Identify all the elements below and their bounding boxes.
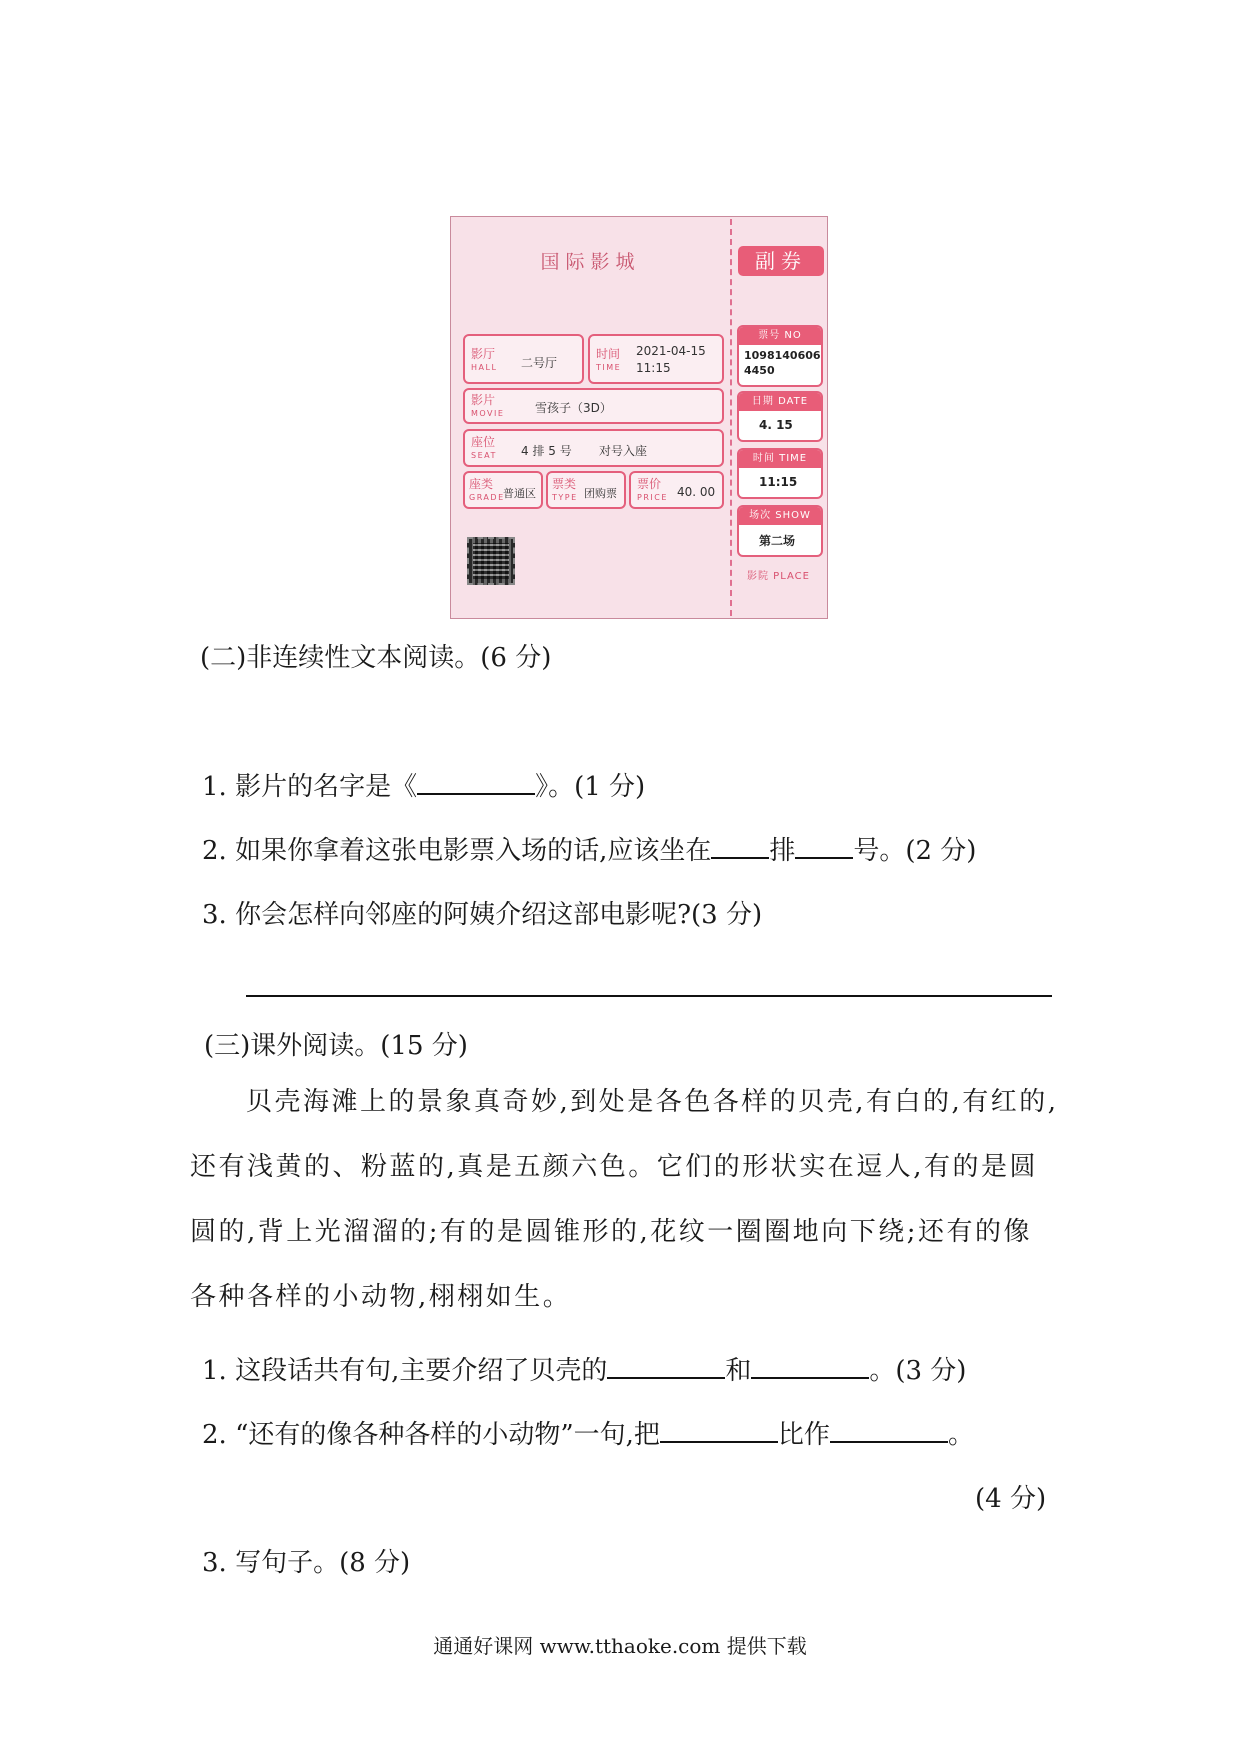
seat-box [463,429,724,467]
price-value: 40. 00 [677,485,716,499]
stub-time [737,448,823,499]
answer-blank[interactable] [751,1355,869,1379]
hall-label: 影厅 HALL [471,347,498,372]
seat-note: 对号入座 [599,444,648,458]
price-label: 票价 PRICE [637,477,668,502]
cinema-name: 国际影城 [540,251,641,273]
stub-ticket-no [737,325,823,387]
seat-label: 座位 SEAT [471,435,497,460]
movie-ticket [450,216,828,619]
stub-show-label: 场次 SHOW [739,507,821,525]
type-box [546,471,626,509]
hall-value: 二号厅 [521,356,558,370]
hall-box [463,334,584,384]
stub-date-label: 日期 DATE [739,393,821,411]
grade-box [463,471,543,509]
section3-question-1: 1. 这段话共有句,主要介绍了贝壳的 和 。(3 分) [202,1356,967,1386]
type-value: 团购票 [584,487,617,500]
section2-question-2: 2. 如果你拿着这张电影票入场的话,应该坐在 排 号。(2 分) [202,836,977,866]
seat-value: 4 排 5 号 [521,444,572,458]
stub-date [737,391,823,442]
stub-show [737,505,823,557]
grade-value: 普通区 [503,487,536,500]
answer-line[interactable] [246,995,1052,997]
time-value: 2021-04-15 11:15 [636,344,706,375]
stub-ticket-no-value: 1098140606 4450 [744,349,821,377]
stub-ticket-no-label: 票号 NO [739,327,821,345]
answer-blank[interactable] [607,1355,725,1379]
answer-blank[interactable] [417,771,535,795]
stub-date-value: 4. 15 [759,418,793,432]
reading-passage: 贝壳海滩上的景象真奇妙,到处是各色各样的贝壳,有白的,有红的,还有浅黄的、粉蓝的,真是五颜六色。它们的形状实在逗人,有的是圆圆的,背上光溜溜的;有的是圆锥形的,花纹一圈圈地向下绕;还有的像各种各样的小动物,栩栩如生。 [190,1087,1059,1312]
type-label: 票类 TYPE [552,477,578,502]
grade-label: 座类 GRADE [469,477,505,502]
stub-time-label: 时间 TIME [739,450,821,468]
section3-question-2: 2. “还有的像各种各样的小动物”一句,把 比作 。 [202,1420,974,1450]
movie-value: 雪孩子（3D） [535,401,612,415]
stub-time-value: 11:15 [759,475,798,489]
answer-blank[interactable] [660,1419,778,1443]
time-box [588,334,724,384]
movie-box [463,388,724,424]
section2-heading: (二)非连续性文本阅读。(6 分) [200,643,552,673]
movie-label: 影片 MOVIE [471,393,505,418]
time-label: 时间 TIME [596,347,622,372]
answer-blank[interactable] [795,835,853,859]
answer-blank[interactable] [711,835,769,859]
section2-question-1: 1. 影片的名字是《 》。(1 分) [202,772,646,802]
footer-credit: 通通好课网 www.tthaoke.com 提供下载 [433,1634,807,1658]
answer-blank[interactable] [830,1419,948,1443]
section2-question-3: 3. 你会怎样向邻座的阿姨介绍这部电影呢?(3 分) [202,900,763,930]
stub-show-value: 第二场 [759,534,796,548]
section3-question-2-score: (4 分) [975,1484,1047,1514]
ticket-perforation [730,219,732,616]
section3-question-3: 3. 写句子。(8 分) [202,1548,411,1578]
price-box [629,471,724,509]
section3-heading: (三)课外阅读。(15 分) [204,1031,468,1061]
stub-title: 副券 [738,246,824,276]
qr-code [467,537,515,585]
stub-place-label: 影院 PLACE [747,571,810,582]
